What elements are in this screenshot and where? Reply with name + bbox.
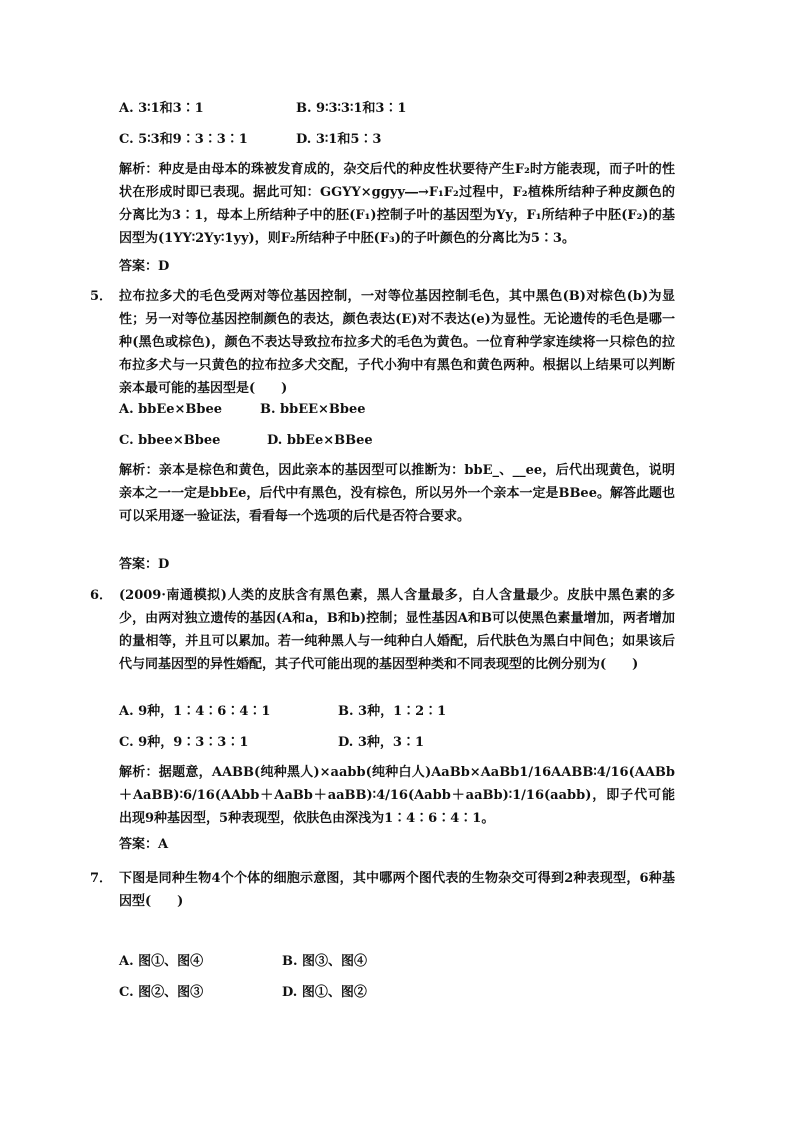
q5-answer: 答案：D	[119, 557, 170, 572]
q4-option-b[interactable]: B. 9∶3∶3∶1和3∶1	[296, 101, 407, 116]
q4-answer: 答案：D	[119, 259, 170, 274]
q5-text: 拉布拉多犬的毛色受两对等位基因控制，一对等位基因控制毛色，其中黑色(B)对棕色(b)为显性；另一对等位基因控制颜色的表达，颜色表达(E)对不表达(e)为显性。无论遗传的毛色是哪一种(黑色或棕色)，颜色不表达导致拉布拉多犬的毛色为黄色。一位育种学家连续将一只棕色的拉布拉多犬与一只黄色的拉布拉多犬交配，子代小狗中有黑色和黄色两种。根据以上结果可以判断亲本最可能的基因型是( )	[119, 289, 675, 396]
q5-option-d[interactable]: D. bbEe×BBee	[267, 433, 373, 448]
q5-number: 5．	[90, 289, 113, 304]
q4-option-d[interactable]: D. 3∶1和5∶3	[296, 132, 382, 147]
q6-text: (2009·南通模拟)人类的皮肤含有黑色素，黑人含量最多，白人含量最少。皮肤中黑色素的多少，由两对独立遗传的基因(A和a，B和b)控制；显性基因A和B可以使黑色素量增加，两者增加的量相等，并且可以累加。若一纯种黑人与一纯种白人婚配，后代肤色为黑白中间色；如果该后代与同基因型的异性婚配，其子代可能出现的基因型种类和不同表现型的比例分别为( )	[119, 588, 675, 672]
q4-option-c[interactable]: C. 5∶3和9∶3∶3∶1	[119, 132, 248, 147]
q7-option-d[interactable]: D. 图①、图②	[282, 985, 367, 1000]
q6-option-c[interactable]: C. 9种，9∶3∶3∶1	[119, 735, 249, 750]
q5-option-a[interactable]: A. bbEe×Bbee	[119, 402, 223, 417]
q7-option-c[interactable]: C. 图②、图③	[119, 985, 204, 1000]
q7-option-b[interactable]: B. 图③、图④	[282, 954, 368, 969]
q5-option-c[interactable]: C. bbee×Bbee	[119, 433, 221, 448]
q6-option-a[interactable]: A. 9种，1∶4∶6∶4∶1	[119, 704, 271, 719]
q5-option-b[interactable]: B. bbEE×Bbee	[260, 402, 366, 417]
q7-option-a[interactable]: A. 图①、图④	[119, 954, 204, 969]
q6-answer: 答案：A	[119, 837, 169, 852]
q6-option-b[interactable]: B. 3种，1∶2∶1	[338, 704, 447, 719]
q7-text: 下图是同种生物4个个体的细胞示意图，其中哪两个图代表的生物杂交可得到2种表现型，6种基因型( )	[119, 871, 675, 909]
q6-explanation: 解析：据题意，AABB(纯种黑人)×aabb(纯种白人)AaBb×AaBb1/16AABB∶4/16(AABb＋AaBB)∶6/16(AAbb＋AaBb＋aaBB)∶4/16(Aabb＋aaBb)∶1/16(aabb)，即子代可能出现9种基因型，5种表现型，依肤色由深浅为1∶4∶6∶4∶1。	[119, 765, 675, 826]
q5-explanation: 解析：亲本是棕色和黄色，因此亲本的基因型可以推断为：bbE_、__ee，后代出现黄色，说明亲本之一一定是bbEe，后代中有黑色，没有棕色，所以另外一个亲本一定是BBee。解答此题也可以采用逐一验证法，看看每一个选项的后代是否符合要求。	[119, 463, 675, 524]
q6-option-d[interactable]: D. 3种，3∶1	[338, 735, 424, 750]
q6-number: 6．	[90, 588, 113, 603]
q4-option-a[interactable]: A. 3∶1和3∶1	[119, 101, 204, 116]
q7-number: 7．	[90, 871, 113, 886]
q4-explanation: 解析：种皮是由母本的珠被发育成的，杂交后代的种皮性状要待产生F₂时方能表现，而子叶的性状在形成时即已表现。据此可知：GGYY×ggyy―→F₁F₂过程中，F₂植株所结种子种皮颜色的分离比为3∶1，母本上所结种子中的胚(F₁)控制子叶的基因型为Yy，F₁所结种子中胚(F₂)的基因型为(1YY∶2Yy∶1yy)，则F₂所结种子中胚(F₃)的子叶颜色的分离比为5∶3。	[119, 162, 675, 246]
